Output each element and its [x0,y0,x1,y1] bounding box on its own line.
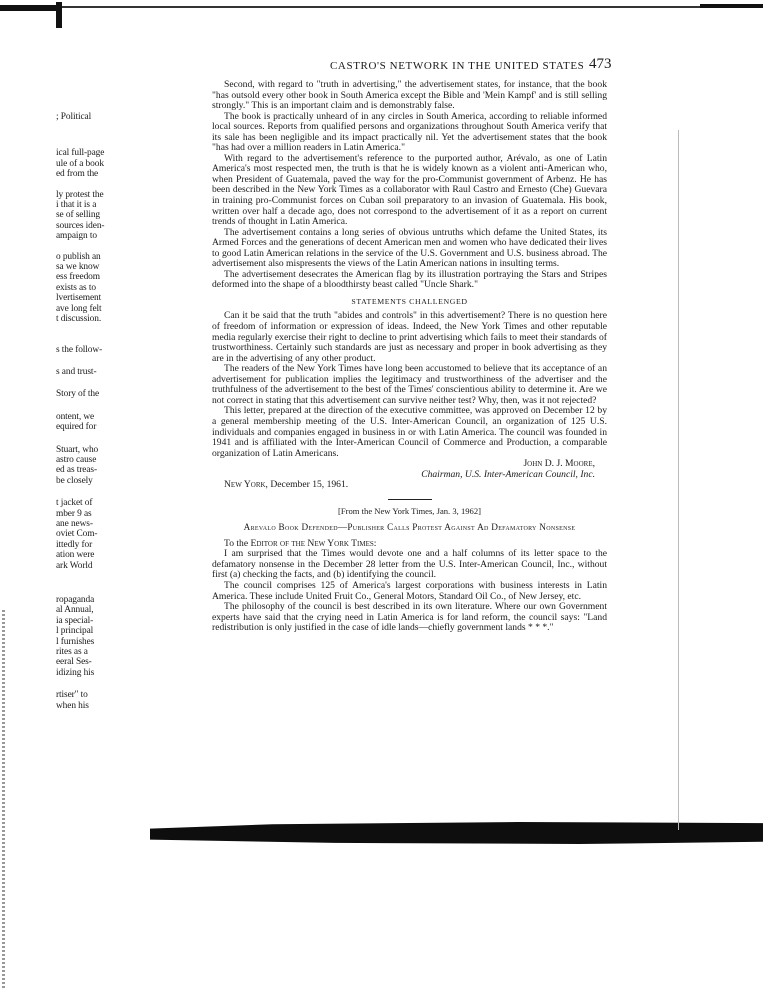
left-fragment-line: sources iden- [56,220,105,231]
fragment-gap [56,433,120,445]
fragment-gap [56,571,120,595]
left-column-fragments [56,112,120,711]
paragraph: The philosophy of the council is best described in its own literature. Where our own Government experts have said that the crying need in Latin America is for land reform, the council says: "Land redistribution is only justified in the case of idle lands—chiefly government lands * * *." [212,601,607,634]
left-fragment-line: oviet Com- [56,529,98,540]
scan-mark [62,6,702,8]
left-fragment-line: rites as a [56,647,88,658]
left-fragment-line: ed from the [56,169,99,180]
left-fragment-line: s the follow- [56,344,103,355]
paragraph: The council comprises 125 of America's largest corporations with business interests in Latin America. These include United Fruit Co., General Motors, Standard Oil Co., of New Jersey, etc. [212,580,607,602]
paragraph: The book is practically unheard of in any circles in South America, according to reliable informed local sources. Reports from qualified persons and organizations throughout South America verify that its sale has been negligible and its impact practically nil. Yet the advertisement states that the book "has had over a million readers in Latin America." [212,110,607,154]
left-fragment-line: ation were [56,550,95,561]
left-fragment-line: rtiser" to [56,690,88,701]
left-fragment-line: idizing his [56,667,95,678]
paragraph: Can it be said that the truth "abides and controls" in this advertisement? There is no question here of freedom of information or expression of ideas. Indeed, the New York Times and other reputable media regularly exercise their right to decline to print advertising which fails to meet their standards of trustworthiness. Certainly such standards are just as necessary and proper in book advertising as they are in the advertising of any other product. [212,310,607,364]
left-fragment-line: t jacket of [56,498,93,509]
left-fragment-line: ia special- [56,615,94,626]
left-fragment-line: t discussion. [56,314,102,325]
left-fragment-line: Story of the [56,389,100,400]
paragraph: I am surprised that the Times would devote one and a half columns of its letter space to the defamatory nonsense in the December 28 letter from the U.S. Inter-American Council, Inc., without first (a) checking the facts, and (b) identifying the council. [212,548,607,581]
running-head: CASTRO'S NETWORK IN THE UNITED STATES [330,60,585,72]
left-fragment-line: ropaganda [56,595,95,605]
left-fragment-line: i that it is a [56,200,97,211]
left-fragment-line: al Annual, [56,605,94,616]
dateline [212,480,607,491]
left-fragment-line: ampaign to [56,231,97,242]
paragraph: The readers of the New York Times have long been accustomed to believe that its acceptance of an advertisement for publication implies the legitimacy and trustworthiness of the advertiser and the truthfulness of the advertisement to the best of the Times' conscientious ability to determine it. Are we not correct in stating that this advertisement can survive neither test? Why, then, was it not rejected? [212,363,607,406]
fragment-gap [56,122,120,148]
left-fragment-line: eeral Ses- [56,657,92,668]
scan-edge-left [2,610,5,990]
left-fragment-line: ule of a book [56,158,104,169]
left-fragment-line: exists as to [56,282,96,293]
signature-name-text: John D. J. Moore, [523,458,595,470]
left-fragment-line: sa we know [56,262,100,273]
paragraph: With regard to the advertisement's reference to the purported author, Arévalo, as one of Latin America's most respected men, the truth is that he is widely known as a violent anti-American who, when President of Guatemala, paved the way for the pro-Communist government of Arbenz. He has been described in the New York Times as a collaborator with Raul Castro and Ernesto (Che) Guevara in training pro-Communist forces on Cuban soil preparatory to an invasion of Guatemala. His book, written over half a decade ago, does not correspond to the advertisement of it as a report on current trends of thought in Latin America. [212,152,607,228]
left-fragment-line: l furnishes [56,636,95,647]
paragraph: Second, with regard to "truth in advertising," the advertisement states, for instance, that the book "has outsold every other book in South America except the Bible and 'Mein Kampf' and is still selling strongly." This is an important claim and is demonstrably false. [212,79,607,112]
left-fragment-line: be closely [56,475,93,486]
scan-mark [700,4,763,8]
page-number: 473 [589,56,612,72]
scan-mark [0,5,60,11]
dateline-date: December 15, 1961. [270,479,349,491]
scan-edge-top [0,2,763,12]
fragment-gap [56,180,120,190]
left-fragment-line: when his [56,700,89,711]
letter-headline: Arevalo Book Defended—Publisher Calls Protest Against Ad Defamatory Nonsense [243,522,576,533]
left-fragment-line: lvertisement [56,293,102,304]
fragment-gap [56,355,120,367]
fragment-gap [56,486,120,498]
fragment-gap [56,242,120,252]
left-fragment-line: l principal [56,626,94,637]
gutter-line [678,130,679,830]
left-fragment-line: ess freedom [56,272,100,283]
fragment-gap [56,678,120,690]
left-fragment-line: equired for [56,422,97,433]
left-fragment-line: ed as treas- [56,465,97,476]
left-fragment-line: astro cause [56,454,97,465]
left-fragment-line: Stuart, who [56,444,99,455]
signature-title: Chairman, U.S. Inter-American Council, Inc. [421,468,595,480]
left-fragment-line: mber 9 as [56,508,92,519]
section-subhead: STATEMENTS CHALLENGED [351,296,468,306]
salutation-addressee: Editor of the New York Times [250,537,374,549]
salutation-prefix: To the [224,537,249,549]
fragment-gap [56,400,120,412]
main-column [212,80,607,634]
left-fragment-line: s and trust- [56,366,97,377]
fragment-gap [56,325,120,345]
paragraph: The advertisement contains a long series of obvious untruths which defame the United States, its Armed Forces and the generations of decent American men and women who have dedicated their lives to good Latin American relations in the service of the U.S. Government and U.S. business abroad. The advertisement also mispresents the views of the Latin American nations in insulting terms. [212,226,607,270]
left-fragment-line: ontent, we [56,411,95,422]
left-fragment-line: o publish an [56,251,101,262]
left-fragment-line: ly protest the [56,189,104,200]
source-line: [From the New York Times, Jan. 3, 1962] [338,505,481,516]
fragment-gap [56,377,120,389]
paragraph: This letter, prepared at the direction of the executive committee, was approved on December 12 by a general membership meeting of the U.S. Inter-American Council, an organization of 125 U.S. individuals and companies engaged in business in or with Latin America. The council was founded in 1941 and is affiliated with the Inter-American Council of Commerce and Production, a comparable organization of Latin Americans. [212,405,607,459]
divider-rule [388,499,432,500]
left-fragment-line: ark World [56,560,93,571]
left-fragment-line: ave long felt [56,303,102,314]
left-fragment-line: ; Political [56,112,92,122]
dateline-place: New York, [224,479,268,491]
salutation-suffix: : [373,537,377,549]
left-fragment-line: ittedly for [56,539,93,550]
paragraph: The advertisement desecrates the American flag by its illustration portraying the Stars and Stripes deformed into the shape of a bloodthirsty beast called "Uncle Shark." [212,268,607,291]
left-fragment-line: ane news- [56,518,93,529]
scan-edge-bottom [150,822,763,844]
left-fragment-line: se of selling [56,210,101,221]
left-fragment-line: ical full-page [56,148,105,159]
